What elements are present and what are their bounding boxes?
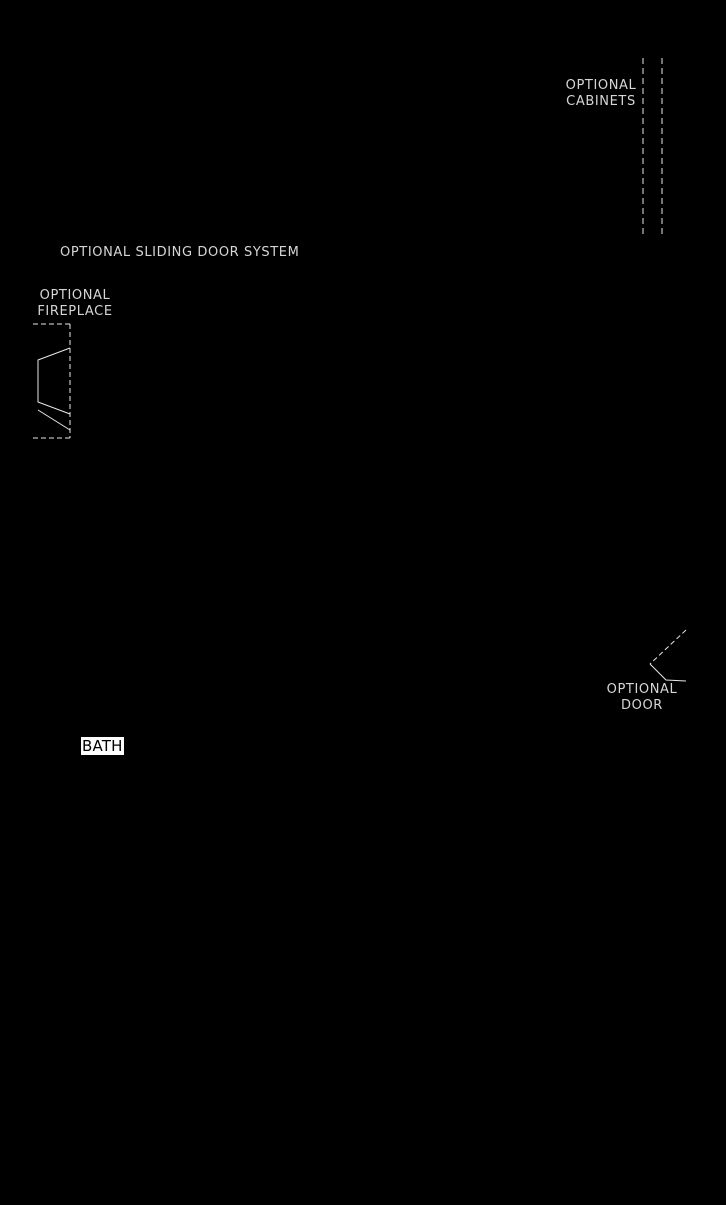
door-swing-arc bbox=[650, 664, 686, 681]
optional-door-line-2: DOOR bbox=[621, 698, 663, 713]
optional-fireplace-line-1: OPTIONAL bbox=[39, 288, 111, 303]
optional-fireplace-outline bbox=[33, 324, 71, 438]
optional-cabinets-outline bbox=[643, 58, 662, 238]
optional-cabinets-line-1: OPTIONAL bbox=[565, 78, 637, 93]
optional-door-label bbox=[600, 682, 684, 714]
optional-sliding-door-system-label: OPTIONAL SLIDING DOOR SYSTEM bbox=[60, 245, 300, 260]
room-tag-bath: BATH bbox=[82, 737, 123, 755]
fireplace-hearth bbox=[38, 348, 70, 414]
optional-fireplace-label bbox=[30, 288, 120, 320]
optional-door-line-1: OPTIONAL bbox=[606, 682, 678, 697]
optional-door-swing bbox=[650, 630, 686, 681]
door-leaf-dashed bbox=[650, 630, 686, 664]
optional-fireplace-line-2: FIREPLACE bbox=[37, 304, 113, 319]
fireplace-lower-line bbox=[38, 410, 70, 430]
optional-cabinets-label bbox=[560, 78, 642, 110]
optional-cabinets-line-2: CABINETS bbox=[566, 94, 636, 109]
